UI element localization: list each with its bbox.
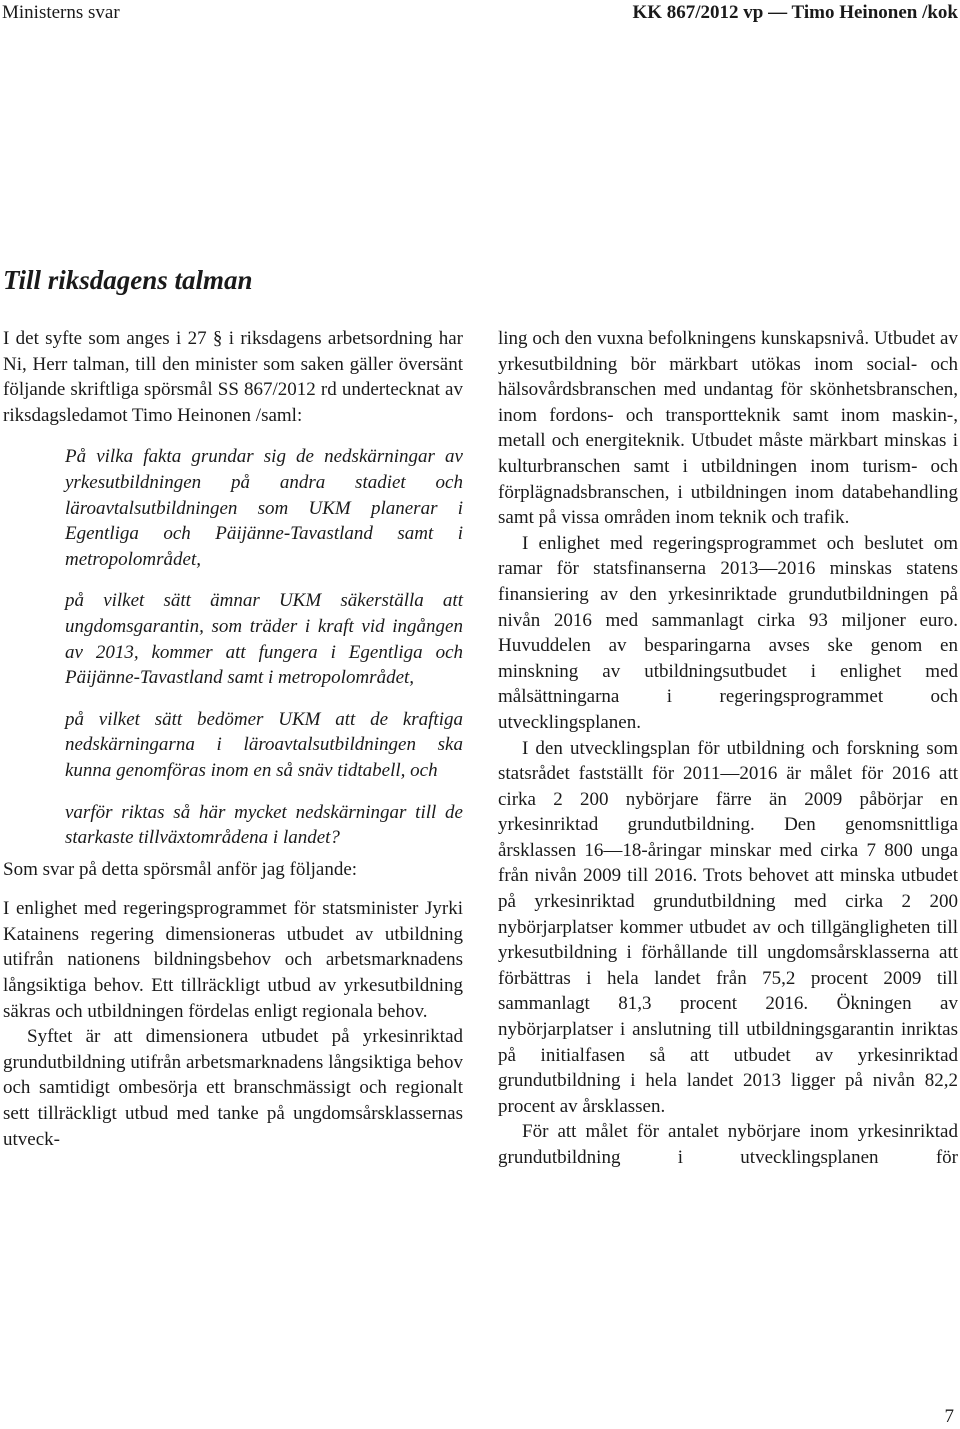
right-paragraph-3: I den utvecklingsplan för utbildning och forskning som statsrådet fastställt för 2011—2016 är målet för 2016 att cirka 2 200 nybörjare färre än 2009 påbörjar en yrkesinriktad grundutbildning. Den genomsnittliga årsklassen 16—18-åringar minskar med cirka 7 800 unga från nivån 2009 till 2016. Trots behovet att minska utbudet på yrkesinriktad grundutbildning med cirka 2 200 nybörjarplatser kommer utbudet av och tillgängligheten till yrkesutbildning i förhållande till ungdomsårsklasserna att förbättras i hela landet från 75,2 procent 2009 till sammanlagt 81,3 procent 2016. Ökningen av nybörjarplatser i anslutning till utbildningsgarantin inriktas på initialfasen så att utbudet av yrkesinriktad grundutbildning i hela landet 2013 ligger på nivån 82,2 procent av årsklassen.: [498, 737, 958, 1117]
right-column: [498, 326, 958, 1171]
running-header-right: KK 867/2012 vp — Timo Heinonen /kok: [632, 2, 958, 23]
running-header-left: Ministerns svar: [2, 2, 120, 23]
page-title: Till riksdagens talman: [3, 265, 253, 295]
question-2: på vilket sätt ämnar UKM säkerställa att ungdomsgarantin, som träder i kraft vid ingången av 2013, kommer att fungera i Egentliga och Päijänne-Tavastland samt i metropolområdet,: [65, 590, 463, 689]
intro-paragraph: I det syfte som anges i 27 § i riksdagens arbetsordning har Ni, Herr talman, till den minister som saken gäller översänt följande skriftliga spörsmål SS 867/2012 rd undertecknat av riksdagsledamot Timo Heinonen /saml:: [3, 328, 463, 426]
question-1: På vilka fakta grundar sig de nedskärningar av yrkesutbildningen på andra stadiet och läroavtalsutbildningen som UKM planerar i Egentliga och Päijänne-Tavastland samt i metropolområdet,: [65, 446, 463, 570]
question-3: på vilket sätt bedömer UKM att de kraftiga nedskärningarna i läroavtalsutbildningen ska kunna genomföras inom en så snäv tidtabell, och: [65, 708, 463, 781]
answer-paragraph-1: I enlighet med regeringsprogrammet för statsminister Jyrki Katainens regering dimensioneras utbudet av utbildning utifrån nationens bildningsbehov och arbetsmarknadens långsiktiga behov. Ett tillräckligt utbud av yrkesutbildning säkras och utbildningen fördelas enligt regionala behov.: [3, 898, 463, 1022]
answer-intro: Som svar på detta spörsmål anför jag följande:: [3, 858, 358, 880]
right-paragraph-4: För att målet för antalet nybörjare inom yrkesinriktad grundutbildning i utvecklingsplanen för: [498, 1121, 958, 1168]
right-paragraph-2: I enlighet med regeringsprogrammet och beslutet om ramar för statsfinanserna 2013—2016 minskas statens finansiering av den yrkesinriktade grundutbildningen på nivån 2016 med sammanlagt cirka 93 miljoner euro. Huvuddelen av besparingarna avses ske genom en minskning av utbildningsutbudet i enlighet med målsättningarna i regeringsprogrammet och utvecklingsplanen.: [498, 532, 958, 733]
answer-paragraph-2: Syftet är att dimensionera utbudet på yrkesinriktad grundutbildning utifrån arbetsmarknadens långsiktiga behov och samtidigt ombesörja ett branschmässigt och regionalt sett tillräckligt utbud med tanke på ungdomsårsklassernas utveck-: [3, 1026, 463, 1150]
right-paragraph-1: ling och den vuxna befolkningens kunskapsnivå. Utbudet av yrkesutbildning bör märkbart utökas inom social- och hälsovårdsbranschen med undantag för skönhetsbranschen, inom fordons- och transportteknik samt inom maskin-, metall och energiteknik. Utbudet måste märkbart minskas i kulturbranschen samt i utbildningen inom turism- och förplägnadsbranschen, i utbildningen inom databehandling samt på vissa områden inom teknik och trafik.: [498, 328, 958, 529]
page-number: 7: [944, 1406, 954, 1427]
left-column: [3, 326, 463, 1152]
question-4: varför riktas så här mycket nedskärningar till de starkaste tillväxtområdena i landet?: [65, 801, 463, 849]
